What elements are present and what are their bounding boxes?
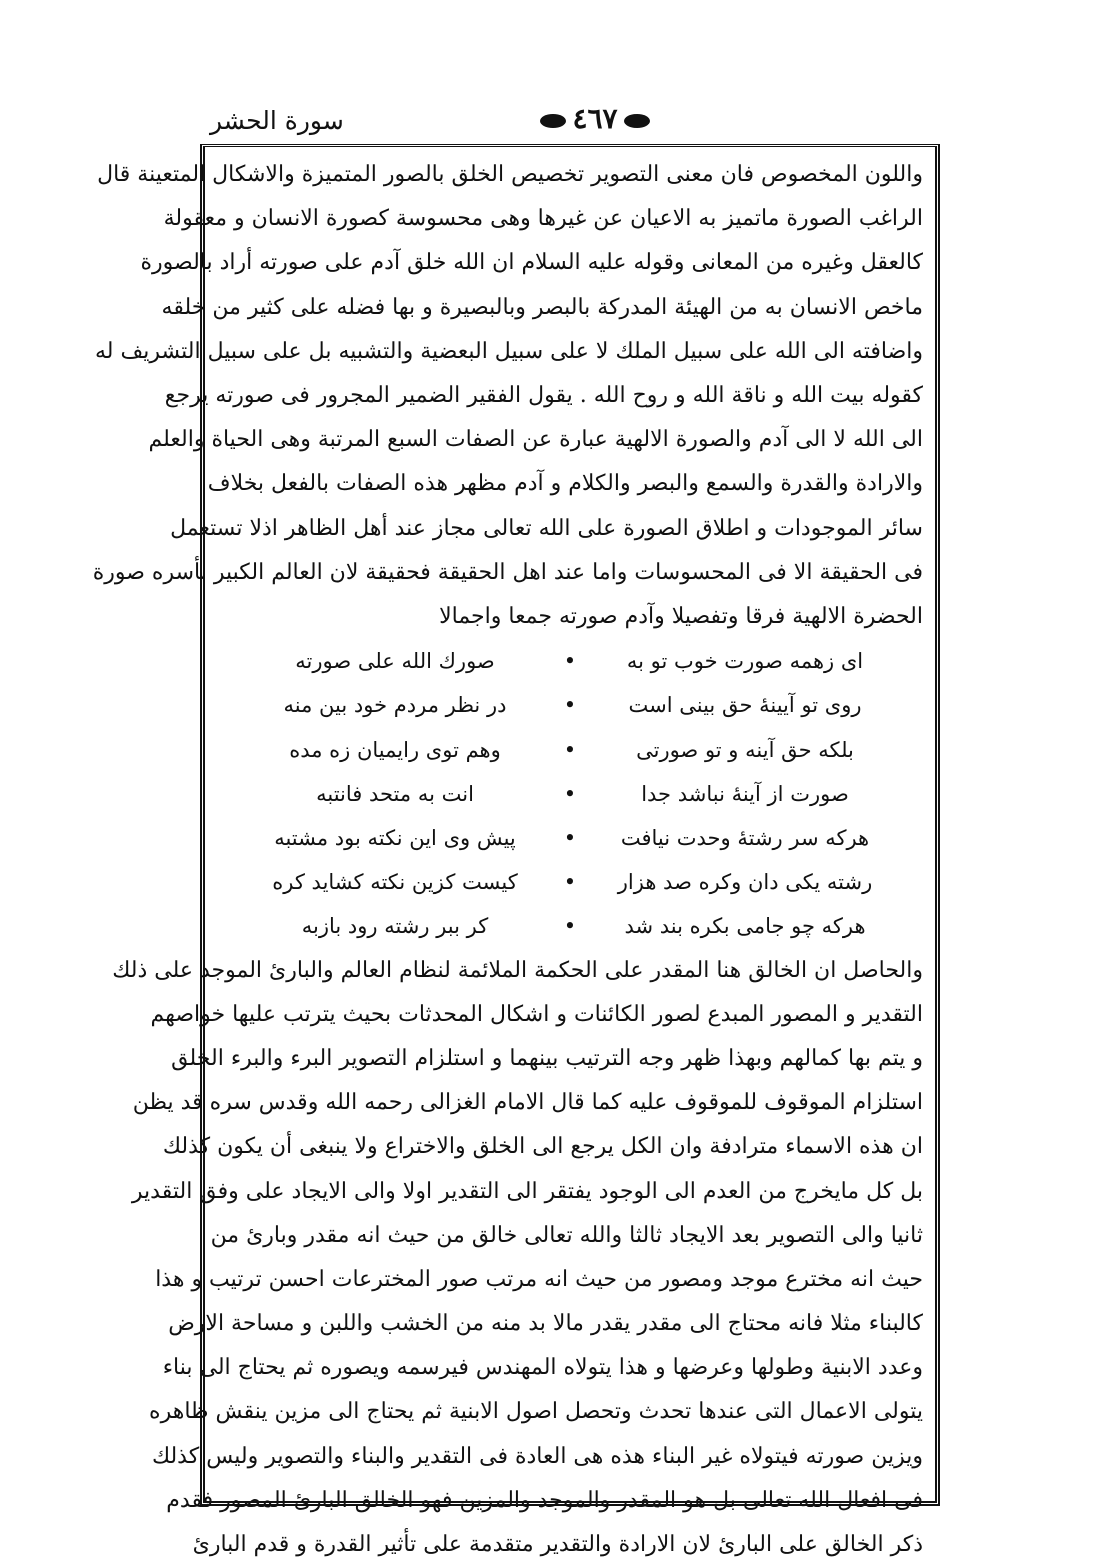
text-line: التقدير و المصور المبدع لصور الكائنات و اشكال المحدثات بحيث يترتب عليها خواصهم bbox=[150, 1001, 923, 1027]
poem-verse bbox=[245, 816, 895, 860]
text-line: والحاصل ان الخالق هنا المقدر على الحكمة الملائمة لنظام العالم والبارئ الموجد على ذلك bbox=[112, 957, 923, 983]
verse-first-hemistich: هركه چو جامى بكره بند شد bbox=[624, 914, 866, 939]
text-line: كالعقل وغيره من المعانى وقوله عليه السلام ان الله خلق آدم على صورته أراد بالصورة bbox=[140, 250, 923, 276]
verse-second-hemistich: وهم توى رايميان زه مده bbox=[289, 737, 501, 762]
text-line: واضافته الى الله على سبيل الملك لا على سبيل البعضية والتشبيه بل على سبيل التشريف له bbox=[94, 338, 923, 364]
verse-second-hemistich: در نظر مردم خود بين منه bbox=[283, 693, 507, 718]
text-line: كالبناء مثلا فانه محتاج الى مقدر يقدر مالا بد منه من الخشب واللبن و مساحة الارض bbox=[168, 1311, 923, 1337]
page-header bbox=[200, 100, 940, 144]
text-line: فى افعال الله تعالى بل هو المقدر والموجد والمزين فهو الخالق البارئ المصور فقدم bbox=[166, 1487, 923, 1513]
verse-separator-icon: • bbox=[563, 781, 577, 806]
verse-second-hemistich: صورك الله على صورته bbox=[295, 649, 495, 674]
verse-first-hemistich: هركه سر رشتهٔ وحدت نيافت bbox=[620, 825, 870, 850]
text-line: ويزين صورته فيتولاه غير البناء هذه هى العادة فى التقدير والبناء والتصوير وليس كذلك bbox=[151, 1443, 923, 1469]
text-line: و يتم بها كمالهم وبهذا ظهر وجه الترتيب بينهما و استلزام التصوير البرء والبرء الخلق bbox=[171, 1045, 923, 1071]
verse-separator-icon: • bbox=[563, 649, 577, 674]
poem-verse bbox=[245, 639, 895, 683]
text-frame bbox=[92, 144, 940, 1558]
surah-title: سورة الحشر bbox=[210, 106, 344, 135]
verse-separator-icon: • bbox=[563, 737, 577, 762]
text-line: بل كل مايخرج من العدم الى الوجود يفتقر الى التقدير اولا والى الايجاد على وفق التقدير bbox=[131, 1178, 923, 1204]
ornament-icon bbox=[540, 114, 566, 128]
poem-verse bbox=[245, 860, 895, 904]
verse-second-hemistich: پيش وى اين نكته بود مشتبه bbox=[274, 825, 516, 850]
verse-first-hemistich: صورت از آينهٔ نباشد جدا bbox=[641, 781, 849, 806]
text-line: فى الحقيقة الا فى المحسوسات واما عند اهل الحقيقة فحقيقة لان العالم الكبير بأسره صورة bbox=[92, 559, 923, 585]
poem-verse bbox=[245, 904, 895, 948]
verse-first-hemistich: رشته يكى دان وكره صد هزار bbox=[617, 870, 873, 895]
text-line: ذكر الخالق على البارئ لان الارادة والتقدير متقدمة على تأثير القدرة و قدم البارئ bbox=[192, 1532, 923, 1558]
text-line: استلزام الموقوف للموقوف عليه كما قال الامام الغزالى رحمه الله وقدس سره قد يظن bbox=[132, 1090, 923, 1116]
text-line: حيث انه مخترع موجد ومصور من حيث انه مرتب صور المخترعات احسن ترتيب و هذا bbox=[155, 1266, 923, 1292]
verse-separator-icon: • bbox=[563, 693, 577, 718]
verse-second-hemistich: كر ببر رشته رود بازبه bbox=[301, 914, 489, 939]
text-line: ماخص الانسان به من الهيئة المدركة بالبصر وبالبصيرة و بها فضله على كثير من خلقه bbox=[161, 294, 923, 320]
verse-first-hemistich: بلكه حق آينه و تو صورتى bbox=[636, 737, 854, 762]
text-line: الراغب الصورة ماتميز به الاعيان عن غيرها وهى محسوسة كصورة الانسان و معقولة bbox=[163, 206, 923, 232]
text-line: ان هذه الاسماء مترادفة وان الكل يرجع الى الخلق والاختراع ولا ينبغى أن يكون كذلك bbox=[162, 1134, 923, 1160]
text-line: والارادة والقدرة والسمع والبصر والكلام و آدم مظهر هذه الصفات بالفعل بخلاف bbox=[207, 471, 923, 497]
verse-separator-icon: • bbox=[563, 870, 577, 895]
text-line: يتولى الاعمال التى عندها تحدث وتحصل اصول الابنية ثم يحتاج الى مزين ينقش ظاهره bbox=[149, 1399, 923, 1425]
verse-first-hemistich: روى تو آيينهٔ حق بينى است bbox=[628, 693, 862, 718]
text-line: الى الله لا الى آدم والصورة الالهية عبارة عن الصفات السبع المرتبة وهى الحياة والعلم bbox=[148, 427, 923, 453]
poem-verse bbox=[245, 772, 895, 816]
page-number-block bbox=[530, 102, 660, 135]
ornament-icon bbox=[624, 114, 650, 128]
poem-verse bbox=[245, 728, 895, 772]
text-line: وعدد الابنية وطولها وعرضها و هذا يتولاه المهندس فيرسمه ويصوره ثم يحتاج الى بناء bbox=[162, 1355, 923, 1381]
text-line: ثانيا والى التصوير بعد الايجاد ثالثا والله تعالى خالق من حيث انه مقدر وبارئ من bbox=[210, 1222, 923, 1248]
verse-separator-icon: • bbox=[563, 914, 577, 939]
page-number: ٤٦٧ bbox=[572, 102, 618, 135]
poem-block bbox=[245, 639, 895, 948]
text-line: واللون المخصوص فان معنى التصوير تخصيص الخلق بالصور المتميزة والاشكال المتعينة قال bbox=[97, 162, 923, 187]
prose-block-top bbox=[92, 153, 923, 639]
text-line: الحضرة الالهية فرقا وتفصيلا وآدم صورته جمعا واجمالا bbox=[439, 603, 923, 629]
verse-second-hemistich: انت به متحد فانتبه bbox=[316, 781, 474, 806]
text-line: سائر الموجودات و اطلاق الصورة على الله تعالى مجاز عند أهل الظاهر اذلا تستعمل bbox=[170, 515, 923, 541]
poem-verse bbox=[245, 683, 895, 727]
verse-separator-icon: • bbox=[563, 825, 577, 850]
prose-block-bottom bbox=[112, 949, 923, 1567]
verse-first-hemistich: اى زهمه صورت خوب تو به bbox=[626, 649, 864, 674]
verse-second-hemistich: كيست كزين نكته كشايد كره bbox=[272, 870, 518, 895]
text-line: كقوله بيت الله و ناقة الله و روح الله . يقول الفقير الضمير المجرور فى صورته يرجع bbox=[164, 382, 923, 408]
